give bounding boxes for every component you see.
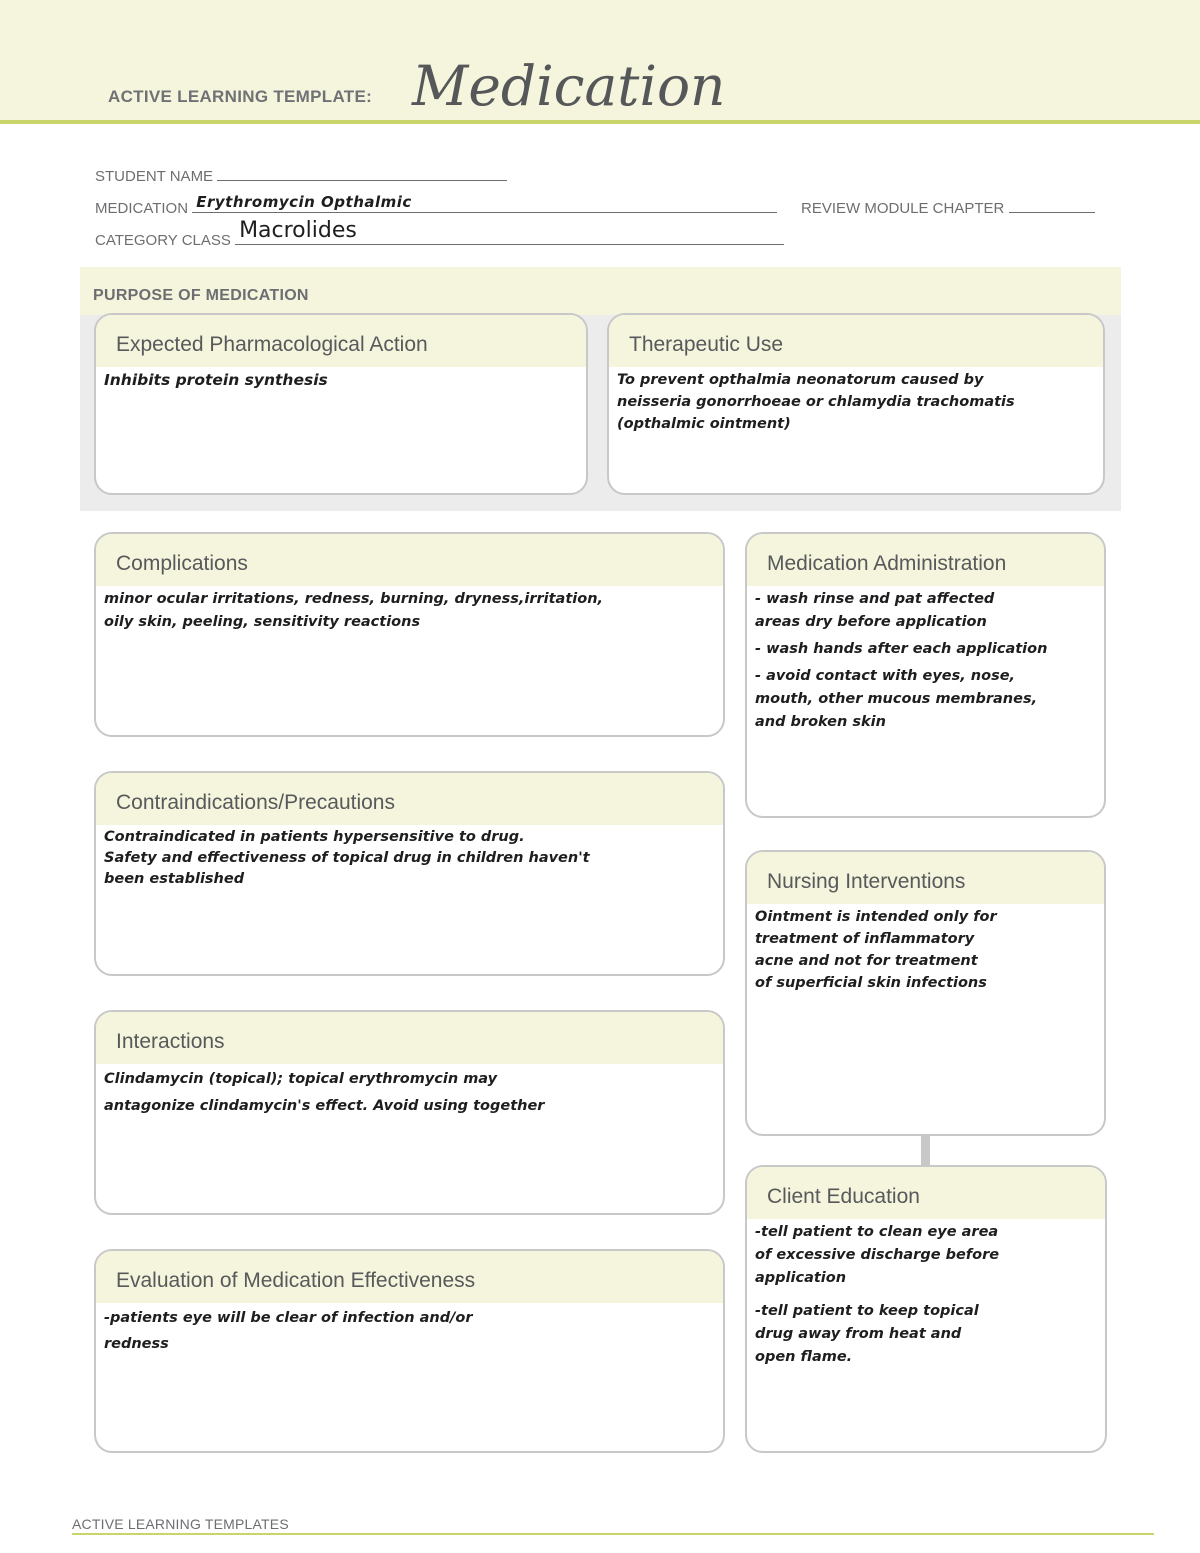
interactions-body[interactable]	[96, 1064, 723, 1120]
therapeutic-use-line: (opthalmic ointment)	[617, 416, 791, 432]
contraindications-title: Contraindications/Precautions	[96, 773, 723, 825]
complications-line: oily skin, peeling, sensitivity reactions	[104, 614, 421, 630]
therapeutic-use-line: neisseria gonorrhoeae or chlamydia trachomatis	[617, 394, 1015, 410]
medication-administration-box	[745, 532, 1106, 818]
client-education-line: open flame.	[755, 1349, 853, 1365]
client-education-title: Client Education	[747, 1167, 1105, 1219]
category-class-input[interactable]	[235, 218, 784, 245]
interactions-title: Interactions	[96, 1012, 723, 1064]
evaluation-line: redness	[104, 1336, 169, 1352]
therapeutic-use-title: Therapeutic Use	[609, 315, 1103, 367]
medication-administration-title: Medication Administration	[747, 534, 1104, 586]
expected-action-line: Inhibits protein synthesis	[104, 371, 328, 389]
student-name-field	[95, 165, 507, 185]
nursing-interventions-line: treatment of inflammatory	[755, 931, 975, 947]
complications-title: Complications	[96, 534, 723, 586]
interactions-box	[94, 1010, 725, 1215]
medication-field	[95, 193, 777, 217]
expected-action-title: Expected Pharmacological Action	[96, 315, 586, 367]
nursing-interventions-title: Nursing Interventions	[747, 852, 1104, 904]
medication-administration-line: - wash hands after each application	[755, 641, 1048, 657]
medication-administration-line: areas dry before application	[755, 614, 987, 630]
contraindications-body[interactable]	[96, 825, 723, 890]
therapeutic-use-box	[607, 313, 1105, 495]
evaluation-title: Evaluation of Medication Effectiveness	[96, 1251, 723, 1303]
nursing-interventions-line: acne and not for treatment	[755, 953, 978, 969]
review-module-field	[801, 197, 1095, 217]
page-title: Medication	[412, 54, 726, 118]
medication-administration-line: - wash rinse and pat affected	[755, 591, 995, 607]
client-education-line: -tell patient to keep topical	[755, 1303, 979, 1319]
medication-input[interactable]	[192, 193, 777, 213]
nursing-interventions-line: Ointment is intended only for	[755, 909, 997, 925]
expected-action-body[interactable]	[96, 367, 586, 392]
purpose-label: PURPOSE OF MEDICATION	[93, 287, 309, 304]
nursing-interventions-body[interactable]	[747, 904, 1104, 994]
contraindications-line: Contraindicated in patients hypersensitive to drug.	[104, 829, 525, 845]
medication-value: Erythromycin Opthalmic	[196, 193, 412, 211]
category-class-field	[95, 218, 784, 249]
review-module-input[interactable]	[1009, 197, 1095, 213]
evaluation-box	[94, 1249, 725, 1453]
interactions-line: Clindamycin (topical); topical erythromycin may	[104, 1071, 498, 1087]
client-education-box	[745, 1165, 1107, 1453]
contraindications-line: Safety and effectiveness of topical drug in children haven't	[104, 850, 590, 866]
client-education-body[interactable]	[747, 1219, 1105, 1369]
evaluation-line: -patients eye will be clear of infection and/or	[104, 1310, 473, 1326]
student-name-input[interactable]	[217, 165, 507, 181]
student-name-label: STUDENT NAME	[95, 168, 214, 185]
nursing-interventions-line: of superficial skin infections	[755, 975, 987, 991]
medication-administration-line: mouth, other mucous membranes,	[755, 691, 1038, 707]
evaluation-body[interactable]	[96, 1303, 723, 1357]
nursing-interventions-box	[745, 850, 1106, 1136]
expected-action-box	[94, 313, 588, 495]
complications-body[interactable]	[96, 586, 723, 634]
footer-divider	[72, 1533, 1154, 1535]
medication-label: MEDICATION	[95, 200, 189, 217]
client-education-line: -tell patient to clean eye area	[755, 1224, 999, 1240]
category-class-label: CATEGORY CLASS	[95, 232, 231, 249]
footer-label: ACTIVE LEARNING TEMPLATES	[72, 1516, 289, 1532]
contraindications-line: been established	[104, 871, 245, 887]
interactions-line: antagonize clindamycin's effect. Avoid using together	[104, 1098, 545, 1114]
connector-bar	[921, 1135, 930, 1165]
medication-administration-line: - avoid contact with eyes, nose,	[755, 668, 1016, 684]
complications-box	[94, 532, 725, 737]
contraindications-box	[94, 771, 725, 976]
medication-administration-line: and broken skin	[755, 714, 886, 730]
therapeutic-use-body[interactable]	[609, 367, 1103, 435]
medication-administration-body[interactable]	[747, 586, 1104, 734]
client-education-line: drug away from heat and	[755, 1326, 962, 1342]
therapeutic-use-line: To prevent opthalmia neonatorum caused by	[617, 372, 984, 388]
client-education-line: application	[755, 1270, 847, 1286]
complications-line: minor ocular irritations, redness, burning, dryness,irritation,	[104, 591, 604, 607]
client-education-line: of excessive discharge before	[755, 1247, 1000, 1263]
category-class-value: Macrolides	[239, 218, 357, 243]
review-module-label: REVIEW MODULE CHAPTER	[801, 200, 1005, 217]
header-label: ACTIVE LEARNING TEMPLATE:	[108, 87, 373, 106]
